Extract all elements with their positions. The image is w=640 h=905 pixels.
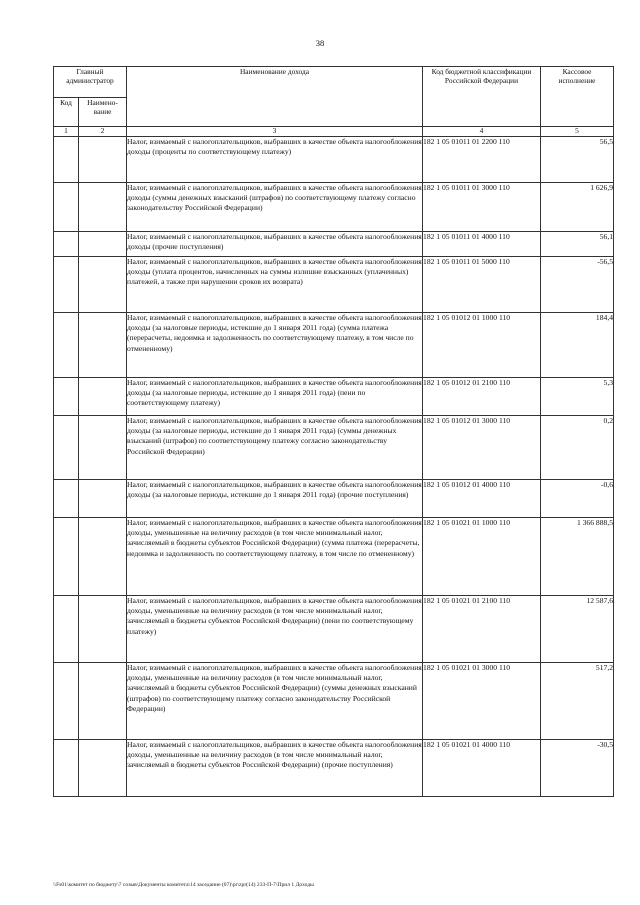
row-admin-name	[79, 518, 127, 596]
row-admin-code	[54, 663, 79, 740]
row-admin-code	[54, 416, 79, 480]
row-budget-code: 182 1 05 01011 01 2200 110	[423, 137, 541, 183]
row-admin-code	[54, 518, 79, 596]
header-admin: Главный администратор	[54, 67, 127, 98]
row-income-name: Налог, взимаемый с налогоплательщиков, выбравших в качестве объекта налогообложения доходы (прочие поступления)	[127, 232, 423, 257]
row-income-name: Налог, взимаемый с налогоплательщиков, выбравших в качестве объекта налогообложения доходы (за налоговые периоды, истекшие до 1 января 2011 года) (сумма платежа (перерасчеты, недоимка и задолженность по соответствующему платежу, в том числе по отмененному)	[127, 313, 423, 378]
row-income-name: Налог, взимаемый с налогоплательщиков, выбравших в качестве объекта налогообложения доходы (уплата процентов, начисленных на суммы излишне взысканных (уплаченных) платежей, а также при нарушении сроков их возврата)	[127, 257, 423, 313]
row-amount: 56,1	[541, 232, 614, 257]
header-code: Код	[54, 98, 79, 127]
row-admin-code	[54, 257, 79, 313]
row-admin-name	[79, 416, 127, 480]
table-row	[54, 663, 614, 740]
column-number: 2	[79, 127, 127, 137]
table-row	[54, 313, 614, 378]
table-row	[54, 137, 614, 183]
row-income-name: Налог, взимаемый с налогоплательщиков, выбравших в качестве объекта налогообложения доходы (суммы денежных взысканий (штрафов) по соответствующему платежу согласно законодательству Российской Федерации)	[127, 183, 423, 232]
row-admin-code	[54, 313, 79, 378]
row-income-name: Налог, взимаемый с налогоплательщиков, выбравших в качестве объекта налогообложения доходы, уменьшенные на величину расходов (в том числе минимальный налог, зачисляемый в бюджеты субъектов Российской Федерации) (прочие поступления)	[127, 740, 423, 797]
table-row	[54, 378, 614, 416]
row-budget-code: 182 1 05 01012 01 1000 110	[423, 313, 541, 378]
row-income-name: Налог, взимаемый с налогоплательщиков, выбравших в качестве объекта налогообложения доходы (за налоговые периоды, истекшие до 1 января 2011 года) (суммы денежных взысканий (штрафов) по соответствующему платежу согласно законодательству Российской Федерации)	[127, 416, 423, 480]
row-budget-code: 182 1 05 01012 01 3000 110	[423, 416, 541, 480]
row-admin-code	[54, 378, 79, 416]
row-budget-code: 182 1 05 01021 01 1000 110	[423, 518, 541, 596]
row-budget-code: 182 1 05 01021 01 2100 110	[423, 596, 541, 663]
row-budget-code: 182 1 05 01021 01 3000 110	[423, 663, 541, 740]
row-admin-code	[54, 480, 79, 518]
table-row	[54, 518, 614, 596]
column-number: 3	[127, 127, 423, 137]
table-row	[54, 257, 614, 313]
row-budget-code: 182 1 05 01011 01 4000 110	[423, 232, 541, 257]
row-admin-name	[79, 313, 127, 378]
footer-file-path: \\Fs01\комитет по бюджету\7 созыв\Документы комитета\14 заседание (07)\pr\zpr(14) 233-П-7\Прил 1 Доходы	[53, 882, 314, 888]
column-number: 1	[54, 127, 79, 137]
row-amount: 517,2	[541, 663, 614, 740]
header-name-short: Наимено-вание	[79, 98, 127, 127]
row-budget-code: 182 1 05 01012 01 4000 110	[423, 480, 541, 518]
row-amount: 5,3	[541, 378, 614, 416]
row-admin-name	[79, 137, 127, 183]
row-admin-name	[79, 183, 127, 232]
row-amount: -0,6	[541, 480, 614, 518]
column-number: 5	[541, 127, 614, 137]
row-admin-name	[79, 663, 127, 740]
row-income-name: Налог, взимаемый с налогоплательщиков, выбравших в качестве объекта налогообложения доходы, уменьшенные на величину расходов (в том числе минимальный налог, зачисляемый в бюджеты субъектов Российской Федерации) (пени по соответствующему платежу)	[127, 596, 423, 663]
row-amount: 1 626,9	[541, 183, 614, 232]
row-admin-name	[79, 378, 127, 416]
row-amount: -56,5	[541, 257, 614, 313]
column-number-row	[54, 127, 614, 137]
row-amount: 12 587,6	[541, 596, 614, 663]
row-income-name: Налог, взимаемый с налогоплательщиков, выбравших в качестве объекта налогообложения доходы, уменьшенные на величину расходов (в том числе минимальный налог, зачисляемый в бюджеты субъектов Российской Федерации) (сумма платежа (перерасчеты, недоимка и задолженность по соответствующему платежу, в том числе по отмененному)	[127, 518, 423, 596]
column-number: 4	[423, 127, 541, 137]
row-admin-name	[79, 740, 127, 797]
table-row	[54, 416, 614, 480]
header-cash: Кассовое исполнение	[541, 67, 614, 127]
income-table	[53, 66, 614, 797]
row-income-name: Налог, взимаемый с налогоплательщиков, выбравших в качестве объекта налогообложения доходы (за налоговые периоды, истекшие до 1 января 2011 года) (пени по соответствующему платежу)	[127, 378, 423, 416]
row-budget-code: 182 1 05 01011 01 5000 110	[423, 257, 541, 313]
row-admin-name	[79, 232, 127, 257]
table-row	[54, 232, 614, 257]
row-budget-code: 182 1 05 01021 01 4000 110	[423, 740, 541, 797]
table-row	[54, 596, 614, 663]
header-row	[54, 67, 614, 98]
row-admin-code	[54, 183, 79, 232]
row-income-name: Налог, взимаемый с налогоплательщиков, выбравших в качестве объекта налогообложения доходы, уменьшенные на величину расходов (в том числе минимальный налог, зачисляемый в бюджеты субъектов Российской Федерации) (суммы денежных взысканий (штрафов) по соответствующему платежу согласно законодательству Российской Федерации)	[127, 663, 423, 740]
row-amount: 184,4	[541, 313, 614, 378]
row-admin-code	[54, 740, 79, 797]
header-income-name: Наименование дохода	[127, 67, 423, 127]
row-budget-code: 182 1 05 01011 01 3000 110	[423, 183, 541, 232]
row-income-name: Налог, взимаемый с налогоплательщиков, выбравших в качестве объекта налогообложения доходы (проценты по соответствующему платежу)	[127, 137, 423, 183]
page-number: 38	[315, 38, 325, 48]
row-admin-code	[54, 137, 79, 183]
row-admin-code	[54, 232, 79, 257]
table-row	[54, 740, 614, 797]
row-income-name: Налог, взимаемый с налогоплательщиков, выбравших в качестве объекта налогообложения доходы (за налоговые периоды, истекшие до 1 января 2011 года) (прочие поступления)	[127, 480, 423, 518]
row-amount: 1 366 888,5	[541, 518, 614, 596]
row-budget-code: 182 1 05 01012 01 2100 110	[423, 378, 541, 416]
header-budget-code: Код бюджетной классификации Российской Федерации	[423, 67, 541, 127]
row-admin-name	[79, 257, 127, 313]
row-amount: 0,2	[541, 416, 614, 480]
row-admin-name	[79, 596, 127, 663]
row-admin-name	[79, 480, 127, 518]
row-admin-code	[54, 596, 79, 663]
row-amount: -30,5	[541, 740, 614, 797]
table-row	[54, 480, 614, 518]
row-amount: 56,5	[541, 137, 614, 183]
table-row	[54, 183, 614, 232]
